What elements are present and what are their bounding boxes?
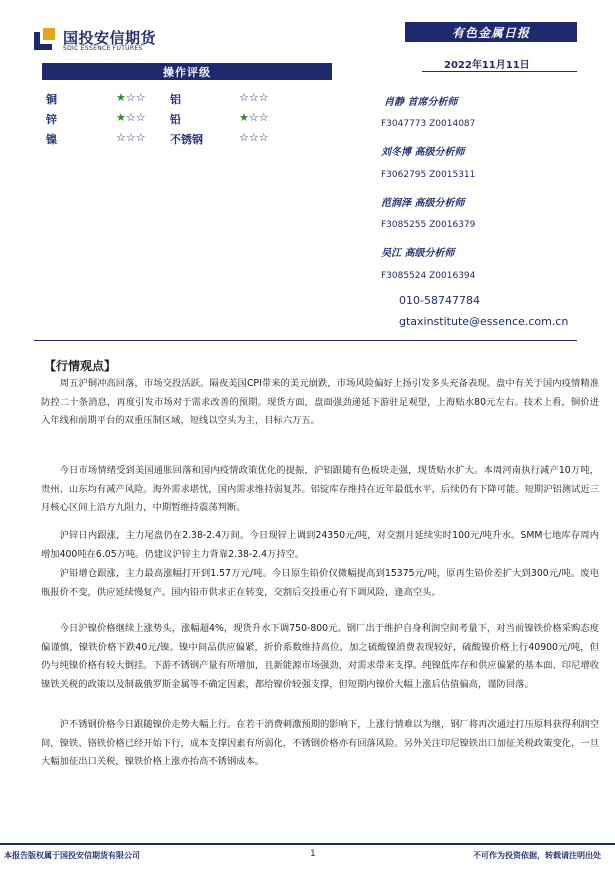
- section-divider: [34, 340, 577, 341]
- paragraph: 周五沪铜冲高回落，市场交投活跃。隔夜美国CPI带来的美元崩跌，市场风险偏好上扬引发多头充备表现。盘中有关于国内疫情精准防控二十条消息，再度引发市场对于需求改善的预期。现货方面，盘面强劲递延下游驻足观望，上海贴水80元左右。技术上看，铜价进入年线和前期平台的双重压制区域，短线以空头为主，目标六万五。: [41, 378, 599, 426]
- company-name-en: SDIC ESSENCE FUTURES: [63, 45, 143, 52]
- contact-phone: 010-58747784: [399, 294, 480, 307]
- footer-copyright: 本报告版权属于国投安信期货有限公司: [4, 851, 140, 860]
- date-divider: [422, 71, 577, 72]
- analyst-id: F3062795 Z0015311: [381, 170, 476, 180]
- paragraph: 今日沪镍价格继续上涨势头，涨幅超4%，现货升水下调750-800元。钢厂出于维护自身利润空间考量下，对当前镍铁价格采购态度偏谨慎，镍铁价格下跌40元/镍。镍中间品供应偏紧，折价系数维持高位，加之硫酸镍消费表现较好，硫酸镍价格上行40900元/吨，但仍与纯镍价格有较大倒挂。下游不锈钢产量有所增加，且新能源市场强劲，对需求带来支撑。纯镍低库存和供应偏紧的基本面、印尼增收镍铁关税的政策以及制裁俄罗斯金属等不确定因素，都给镍价较强支撑，但短期内镍价大幅上涨后估值偏高，谨防回落。: [41, 623, 599, 690]
- company-name: 国投安信期货: [63, 29, 157, 47]
- company-logo-icon: [34, 28, 58, 50]
- footer-disclaimer: 不可作为投资依据，转载请注明出处: [473, 851, 601, 860]
- contact-email[interactable]: gtaxinstitute@essence.com.cn: [399, 315, 569, 328]
- paragraph: 沪锌日内跟涨，主力尾盘仍在2.38-2.4万间。今日现锌上调到24350元/吨，对交割月延续实时100元/吨升水。SMM七地库存周内增加400吨在6.05万吨。仍建议沪锌主力背靠2.38-2.4万持空。: [41, 530, 599, 560]
- section-title: 【行情观点】: [44, 359, 117, 373]
- analyst-name: 肖静 首席分析师: [384, 97, 458, 108]
- analyst-name: 范润泽 高级分析师: [381, 198, 465, 209]
- metal-name: 铜: [46, 93, 57, 106]
- rating-row: [42, 131, 332, 147]
- rating-stars: ★☆☆: [116, 111, 146, 124]
- paragraph: 沪铅增仓跟涨，主力最高涨幅打开到1.57万元/吨。今日原生铅价仅微幅提高到15375元/吨，原再生铅价差扩大到300元/吨。废电瓶报价不变，供应延续慢复产。国内铅市供求正在转变，交割后交投重心有下调风险，逢高空头。: [41, 568, 599, 598]
- paragraph: 沪不锈钢价格今日跟随镍价走势大幅上行。在若干消费刺激预期的影响下，上涨行情难以为继，钢厂将再次通过打压原料获得利润空间，镍铁、铬铁价格已经开始下行，成本支撑因素有所弱化，不锈钢价格亦有回落风险。另外关注印尼镍铁出口加征关税政策变化，一旦大幅加征出口关税，镍铁价格上涨亦抬高不锈钢成本。: [41, 719, 599, 767]
- rating-title: 操作评级: [42, 63, 332, 80]
- report-title: 有色金属日报: [405, 22, 577, 42]
- metal-name: 不锈钢: [170, 133, 203, 146]
- metal-name: 镍: [46, 133, 57, 146]
- rating-stars: ★☆☆: [116, 91, 146, 104]
- analyst-name: 吴江 高级分析师: [381, 248, 455, 259]
- report-date: 2022年11月11日: [444, 60, 530, 71]
- paragraph: 今日市场情绪受到美国通胀回落和国内疫情政策优化的提振，沪铝跟随有色板块走强，现货贴水扩大。本周河南执行减产10万吨，贵州、山东均有减产风险。海外需求堪忧，国内需求维持弱复苏。铝锭库存维持在近年最低水平，后续仍有下降可能。短期沪铝测试近三月核心区间上沿方九阻力，中期暂维持震荡判断。: [41, 465, 599, 513]
- page-number: 1: [310, 849, 316, 859]
- analyst-id: F3047773 Z0014087: [381, 119, 476, 129]
- rating-row: [42, 111, 332, 127]
- rating-stars: ☆☆☆: [239, 91, 269, 104]
- metal-name: 铝: [170, 93, 181, 106]
- rating-stars: ☆☆☆: [239, 131, 269, 144]
- analyst-id: F3085255 Z0016379: [381, 220, 476, 230]
- rating-row: [42, 91, 332, 107]
- rating-stars: ☆☆☆: [116, 131, 146, 144]
- analyst-name: 刘冬博 高级分析师: [381, 147, 465, 158]
- rating-stars: ★☆☆: [239, 111, 269, 124]
- analyst-id: F3085524 Z0016394: [381, 271, 476, 281]
- metal-name: 锌: [46, 113, 57, 126]
- footer-divider: [0, 843, 615, 845]
- metal-name: 铅: [170, 113, 181, 126]
